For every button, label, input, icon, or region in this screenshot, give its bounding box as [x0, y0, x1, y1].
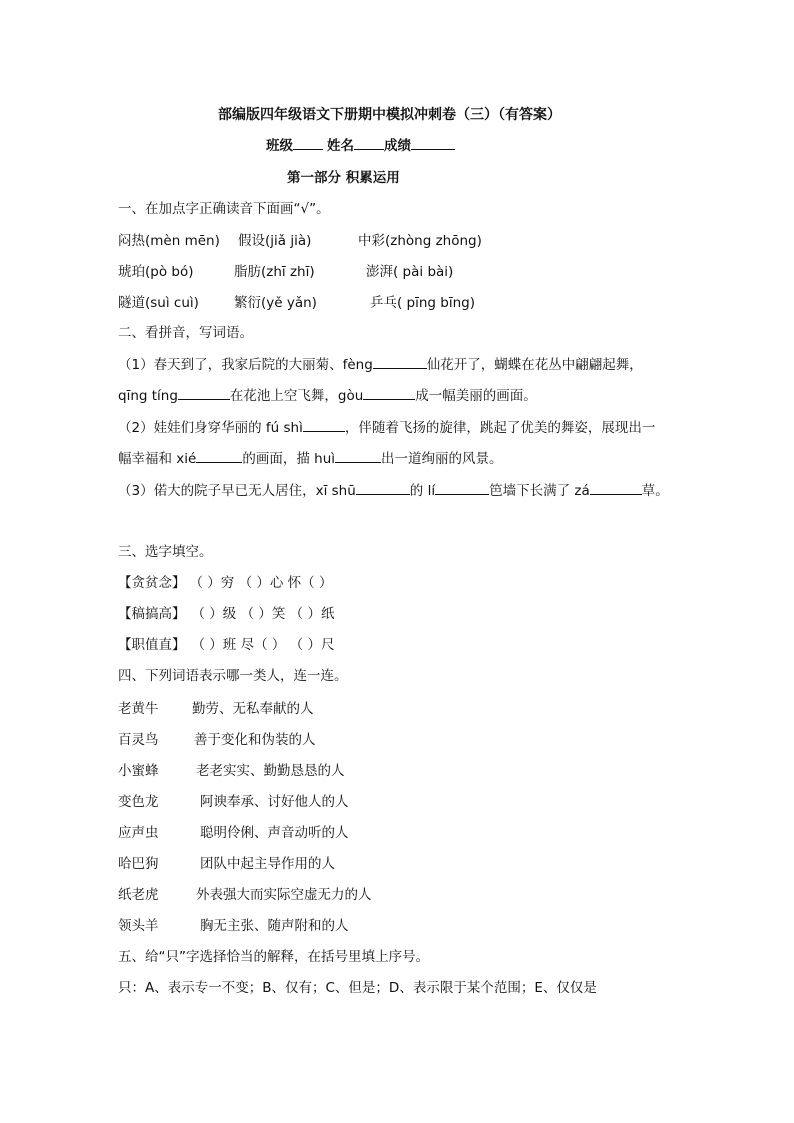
q1-item: 隧道(suì cuì): [118, 295, 199, 311]
q2-text: 的画面，描 huì: [242, 451, 335, 467]
q3-label: 【职值直】: [118, 637, 186, 653]
q2-text: 笆墙下长满了 zá: [489, 483, 590, 499]
q3-label: 【稿搞高】: [118, 606, 186, 622]
q3-items[interactable]: （ ）穷 （ ）心 怀（ ）: [189, 575, 333, 591]
q2-line-4: [118, 447, 503, 467]
q4-left-item[interactable]: 领头羊: [118, 918, 159, 934]
q1-item: 脂肪(zhī zhī): [234, 264, 315, 280]
q4-left-item[interactable]: 应声虫: [118, 825, 159, 841]
q1-heading: 一、在加点字正确读音下面画“√”。: [118, 201, 330, 217]
part-heading: 第一部分 积累运用: [287, 170, 400, 186]
q1-item: 繁衍(yě yǎn): [234, 295, 317, 311]
q2-line-2: [118, 384, 537, 404]
q2-text: 仙花开了，蝴蝶在花丛中翩翩起舞，: [426, 357, 643, 373]
q3-items[interactable]: （ ）级 （ ）笑 （ ）纸: [191, 606, 335, 622]
q1-item: 假设(jiǎ jià): [238, 233, 312, 249]
answer-blank[interactable]: [373, 355, 427, 369]
q3-row: [118, 602, 334, 622]
answer-blank[interactable]: [303, 418, 345, 432]
q4-right-item[interactable]: 外表强大而实际空虚无力的人: [196, 887, 372, 903]
q2-text: 草。: [641, 483, 669, 499]
q3-row: [118, 571, 332, 591]
q5-options: 只：A、表示专一不变；B、仅有；C、但是；D、表示限于某个范围；E、仅仅是: [118, 980, 597, 996]
q2-text: （2）娃娃们身穿华丽的 fú shì: [118, 420, 303, 436]
answer-blank[interactable]: [196, 449, 242, 463]
q3-label: 【贪贫念】: [118, 575, 186, 591]
q1-item: 琥珀(pò bó): [118, 264, 194, 280]
q2-text: 幅幸福和 xié: [118, 451, 197, 467]
q4-left-item[interactable]: 小蜜蜂: [118, 763, 159, 779]
q1-item: 闷热(mèn mēn): [118, 233, 220, 249]
q2-text: 在花池上空飞舞，gòu: [229, 388, 364, 404]
answer-blank[interactable]: [435, 481, 489, 495]
answer-blank[interactable]: [178, 386, 230, 400]
q4-right-item[interactable]: 勤劳、无私奉献的人: [192, 701, 314, 717]
q1-item: 乒乓( pīng bīng): [370, 295, 476, 311]
class-blank[interactable]: [293, 136, 323, 150]
score-label: 成绩: [384, 138, 411, 154]
q1-item: 中彩(zhòng zhōng): [358, 233, 482, 249]
q2-text: 的 lí: [409, 483, 436, 499]
q2-line-3: [118, 416, 655, 436]
q4-left-item[interactable]: 百灵鸟: [118, 732, 159, 748]
q2-text: （3）偌大的院子早已无人居住，xī shū: [118, 483, 356, 499]
q2-line-1: [118, 353, 643, 373]
name-blank[interactable]: [354, 136, 384, 150]
q4-right-item[interactable]: 老老实实、勤勤恳恳的人: [196, 763, 345, 779]
q4-right-item[interactable]: 阿谀奉承、讨好他人的人: [200, 794, 349, 810]
q4-heading: 四、下列词语表示哪一类人，连一连。: [118, 668, 348, 684]
q4-right-item[interactable]: 团队中起主导作用的人: [200, 856, 335, 872]
q2-text: qīng tíng: [118, 388, 178, 404]
q2-text: 成一幅美丽的画面。: [415, 388, 537, 404]
q4-left-item[interactable]: 哈巴狗: [118, 856, 159, 872]
q5-heading: 五、给“只”字选择恰当的解释，在括号里填上序号。: [118, 949, 429, 965]
q3-items[interactable]: （ ）班 尽（ ） （ ）尺: [191, 637, 335, 653]
class-label: 班级: [266, 138, 293, 154]
q2-text: 出一道绚丽的风景。: [381, 451, 503, 467]
q2-text: （1）春天到了，我家后院的大丽菊、fèng: [118, 357, 373, 373]
name-label: 姓名: [327, 138, 354, 154]
q4-left-item[interactable]: 纸老虎: [118, 887, 159, 903]
q3-heading: 三、选字填空。: [118, 544, 213, 560]
score-blank[interactable]: [411, 136, 455, 150]
q4-right-item[interactable]: 善于变化和伪装的人: [194, 732, 316, 748]
answer-blank[interactable]: [363, 386, 415, 400]
q4-right-item[interactable]: 胸无主张、随声附和的人: [200, 918, 349, 934]
answer-blank[interactable]: [335, 449, 381, 463]
answer-blank[interactable]: [590, 481, 642, 495]
q2-heading: 二、看拼音，写词语。: [118, 325, 253, 341]
student-info-line: [266, 134, 455, 154]
q4-left-item[interactable]: 变色龙: [118, 794, 159, 810]
q4-right-item[interactable]: 聪明伶俐、声音动听的人: [200, 825, 349, 841]
q2-text: ，伴随着飞扬的旋律，跳起了优美的舞姿，展现出一: [344, 420, 656, 436]
q3-row: [118, 633, 334, 653]
answer-blank[interactable]: [356, 481, 410, 495]
q4-left-item[interactable]: 老黄牛: [118, 701, 159, 717]
q1-item: 澎湃( pài bài): [366, 264, 454, 280]
page-title: 部编版四年级语文下册期中模拟冲刺卷（三）（有答案）: [218, 107, 561, 123]
q2-line-5: [118, 479, 669, 499]
